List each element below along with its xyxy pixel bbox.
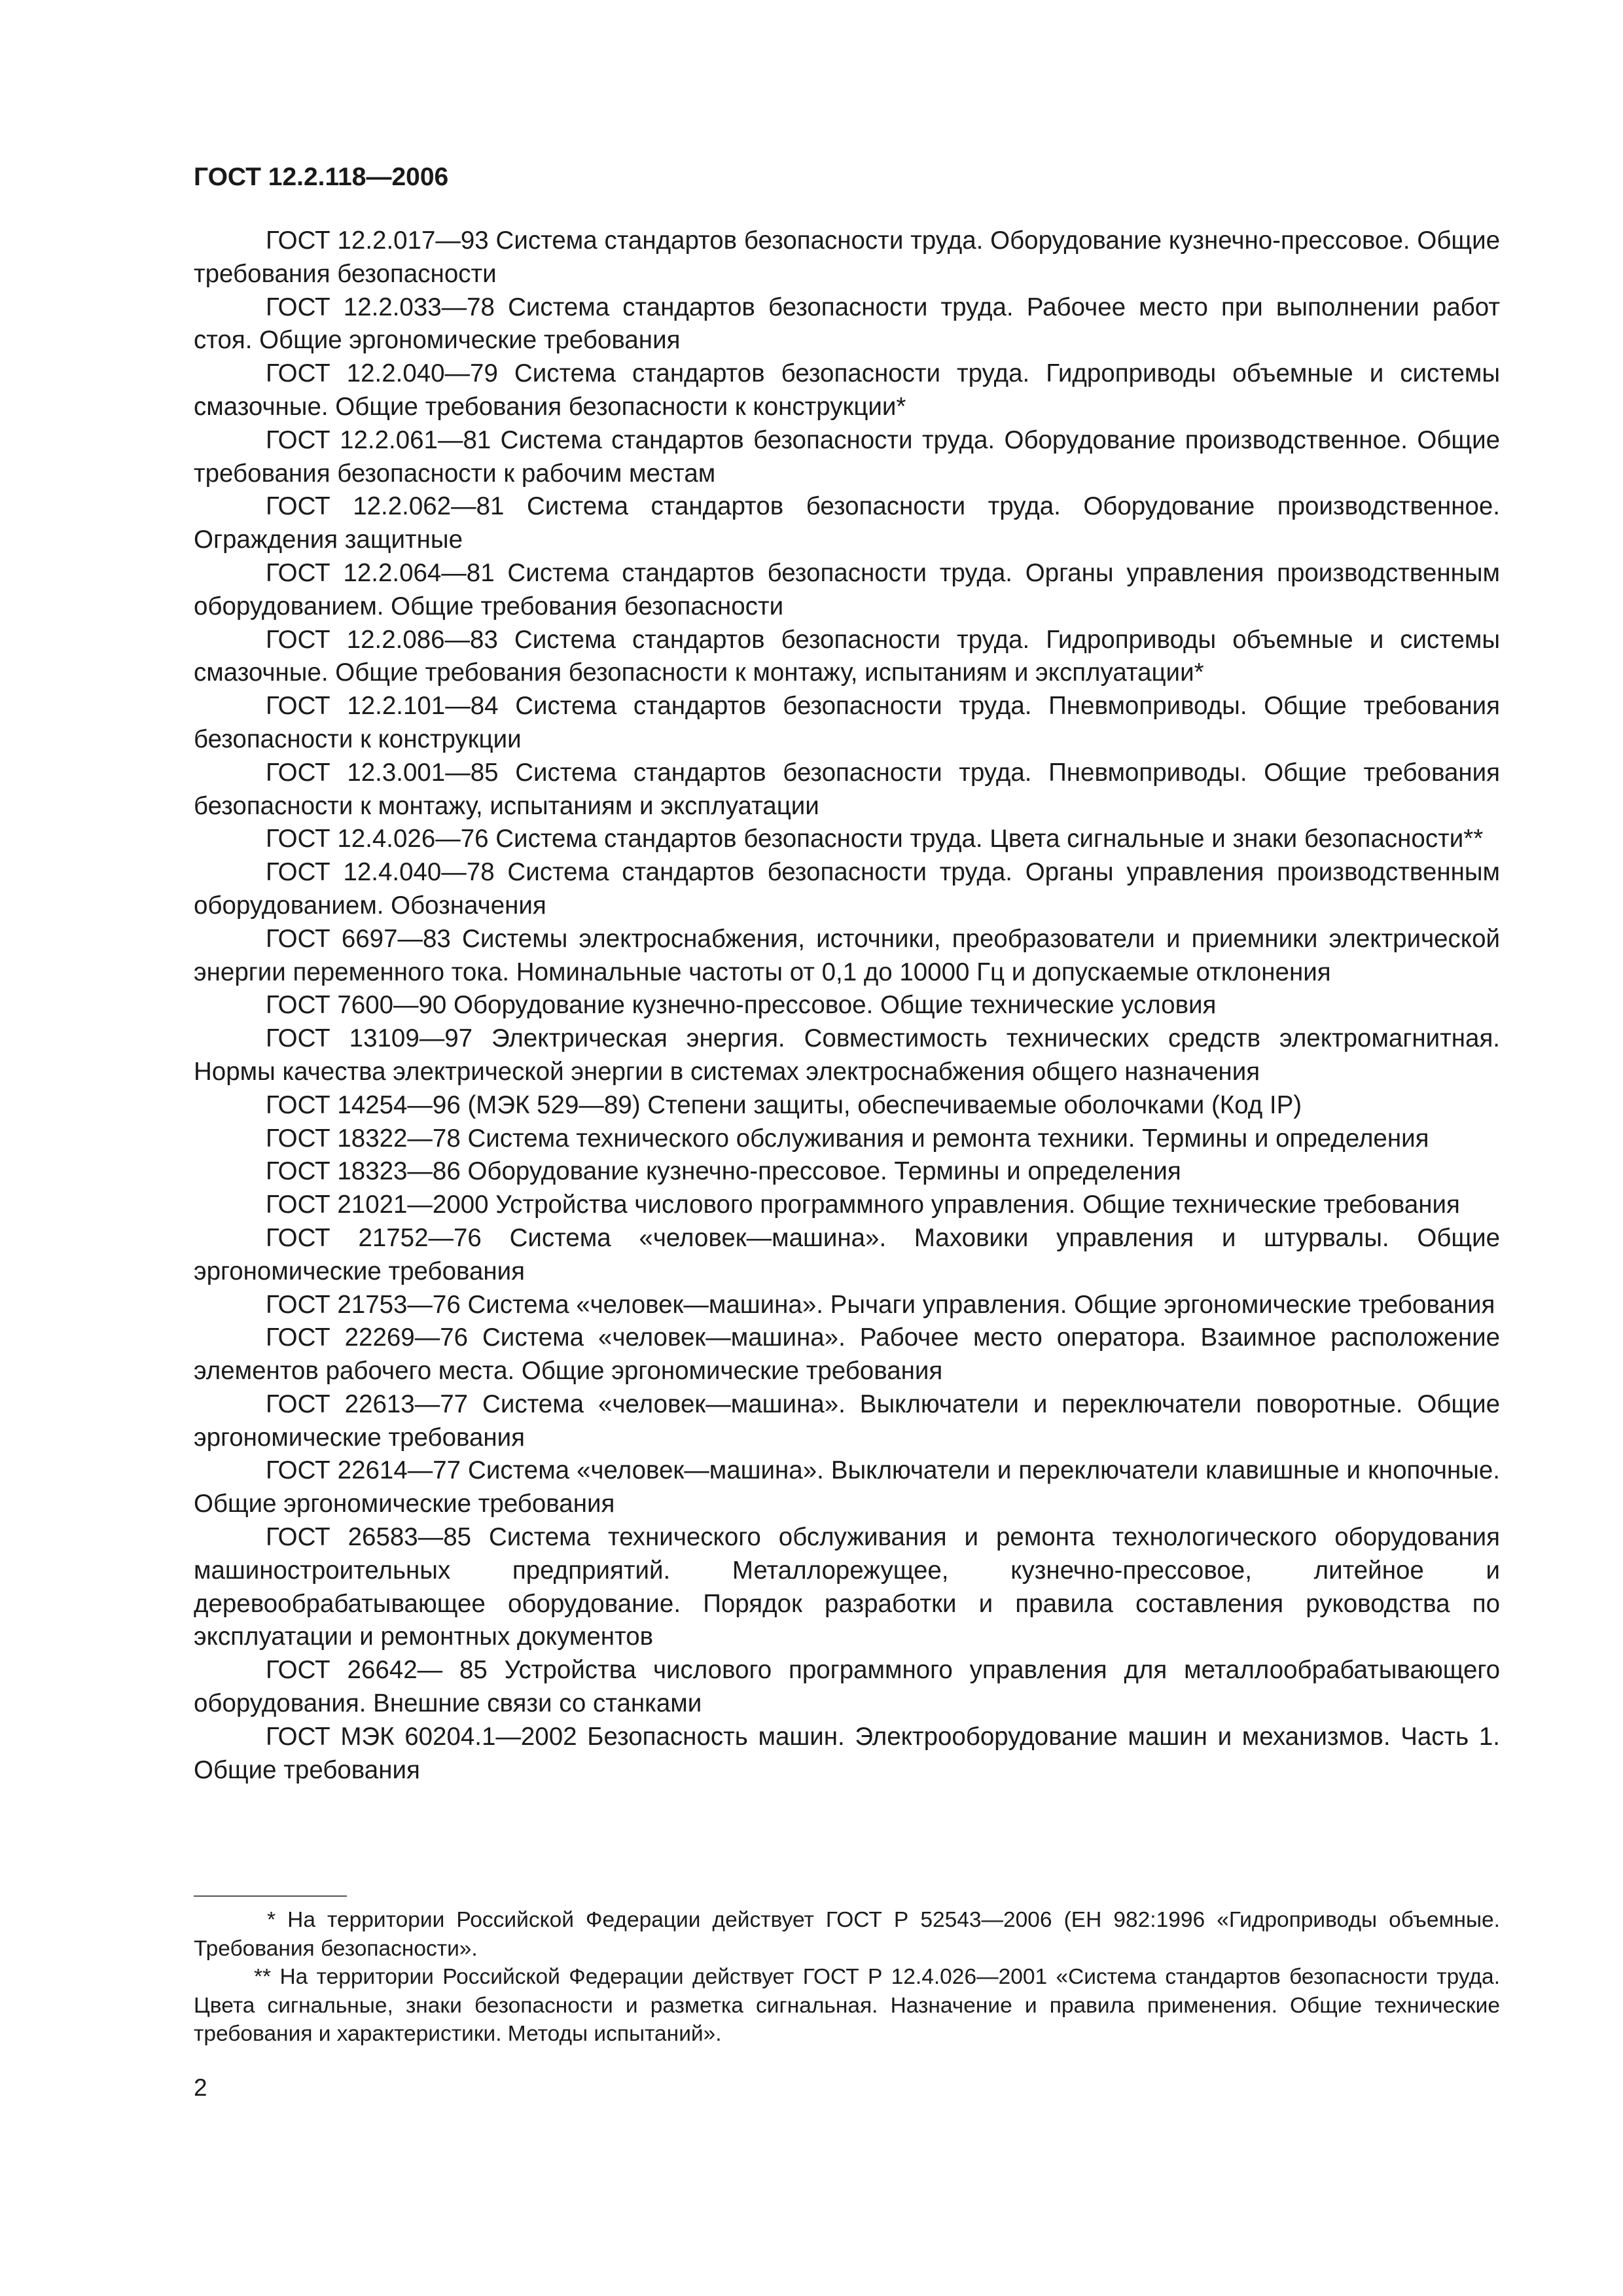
- footnote-1: * На территории Российской Федерации действует ГОСТ Р 52543—2006 (ЕН 982:1996 «Гидроприводы объемные. Требования безопасности».: [194, 1908, 1500, 1961]
- reference-item: ГОСТ 21752—76 Система «человек—машина». Маховики управления и штурвалы. Общие эргономические требования: [194, 1223, 1500, 1285]
- page-header: ГОСТ 12.2.118—2006: [194, 163, 449, 191]
- reference-item: ГОСТ 21021—2000 Устройства числового программного управления. Общие технические требования: [266, 1191, 1460, 1219]
- reference-item: ГОСТ 12.3.001—85 Система стандартов безопасности труда. Пневмоприводы. Общие требования безопасности к монтажу, испытаниям и эксплуатации: [194, 758, 1500, 820]
- reference-item: ГОСТ 26583—85 Система технического обслуживания и ремонта технологического оборудования машиностроительных предприятий. Металлорежущее, кузнечно-прессовое, литейное и деревообрабатывающее оборудование. Порядок разработки и правила составления руководства по эксплуатации и ремонтных документов: [194, 1523, 1500, 1651]
- reference-item: ГОСТ 13109—97 Электрическая энергия. Совместимость технических средств электромагнитная. Нормы качества электрической энергии в системах электроснабжения общего назначения: [194, 1024, 1500, 1086]
- reference-item: ГОСТ 7600—90 Оборудование кузнечно-прессовое. Общие технические условия: [266, 991, 1217, 1020]
- reference-item: ГОСТ 14254—96 (МЭК 529—89) Степени защиты, обеспечиваемые оболочками (Код IP): [266, 1090, 1302, 1119]
- reference-item: ГОСТ 21753—76 Система «человек—машина». Рычаги управления. Общие эргономические требования: [266, 1290, 1495, 1319]
- reference-item: ГОСТ 12.2.062—81 Система стандартов безопасности труда. Оборудование производственное. Ограждения защитные: [194, 492, 1500, 554]
- normative-references-list: [194, 224, 1500, 1787]
- reference-item: ГОСТ 6697—83 Системы электроснабжения, источники, преобразователи и приемники электрической энергии переменного тока. Номинальные частоты от 0,1 до 10000 Гц и допускаемые отклонения: [194, 924, 1500, 986]
- footnotes: [194, 1906, 1500, 2049]
- reference-item: ГОСТ 26642— 85 Устройства числового программного управления для металлообрабатывающего оборудования. Внешние связи со станками: [194, 1656, 1500, 1718]
- reference-item: ГОСТ 12.2.064—81 Система стандартов безопасности труда. Органы управления производственным оборудованием. Общие требования безопасности: [194, 558, 1500, 620]
- reference-item: ГОСТ 22614—77 Система «человек—машина». Выключатели и переключатели клавишные и кнопочные. Общие эргономические требования: [194, 1456, 1500, 1518]
- reference-item: ГОСТ 22269—76 Система «человек—машина». Рабочее место оператора. Взаимное расположение элементов рабочего места. Общие эргономические требования: [194, 1323, 1500, 1386]
- page-number: 2: [194, 2074, 207, 2101]
- reference-item: ГОСТ 18322—78 Система технического обслуживания и ремонта техники. Термины и определения: [266, 1124, 1429, 1153]
- reference-item: ГОСТ 12.2.017—93 Система стандартов безопасности труда. Оборудование кузнечно-прессовое. Общие требования безопасности: [194, 226, 1500, 288]
- footnote-divider: [194, 1895, 347, 1897]
- reference-item: ГОСТ 12.2.086—83 Система стандартов безопасности труда. Гидроприводы объемные и системы смазочные. Общие требования безопасности к монтажу, испытаниям и эксплуатации*: [194, 625, 1500, 687]
- reference-item: ГОСТ 12.4.026—76 Система стандартов безопасности труда. Цвета сигнальные и знаки безопасности**: [266, 825, 1484, 853]
- footnote-2: ** На территории Российской Федерации действует ГОСТ Р 12.4.026—2001 «Система стандартов безопасности труда. Цвета сигнальные, знаки безопасности и разметка сигнальная. Назначение и правила применения. Общие технические требования и характеристики. Методы испытаний».: [194, 1965, 1500, 2046]
- reference-item: ГОСТ 22613—77 Система «человек—машина». Выключатели и переключатели поворотные. Общие эргономические требования: [194, 1390, 1500, 1452]
- reference-item: ГОСТ 12.4.040—78 Система стандартов безопасности труда. Органы управления производственным оборудованием. Обозначения: [194, 858, 1500, 920]
- reference-item: ГОСТ 12.2.040—79 Система стандартов безопасности труда. Гидроприводы объемные и системы смазочные. Общие требования безопасности к конструкции*: [194, 359, 1500, 421]
- reference-item: ГОСТ 12.2.101—84 Система стандартов безопасности труда. Пневмоприводы. Общие требования безопасности к конструкции: [194, 692, 1500, 753]
- reference-item: ГОСТ 12.2.061—81 Система стандартов безопасности труда. Оборудование производственное. Общие требования безопасности к рабочим местам: [194, 425, 1500, 488]
- reference-item: ГОСТ 12.2.033—78 Система стандартов безопасности труда. Рабочее место при выполнении работ стоя. Общие эргономические требования: [194, 293, 1500, 355]
- reference-item: ГОСТ МЭК 60204.1—2002 Безопасность машин. Электрооборудование машин и механизмов. Часть 1. Общие требования: [194, 1722, 1500, 1784]
- reference-item: ГОСТ 18323—86 Оборудование кузнечно-прессовое. Термины и определения: [266, 1157, 1181, 1186]
